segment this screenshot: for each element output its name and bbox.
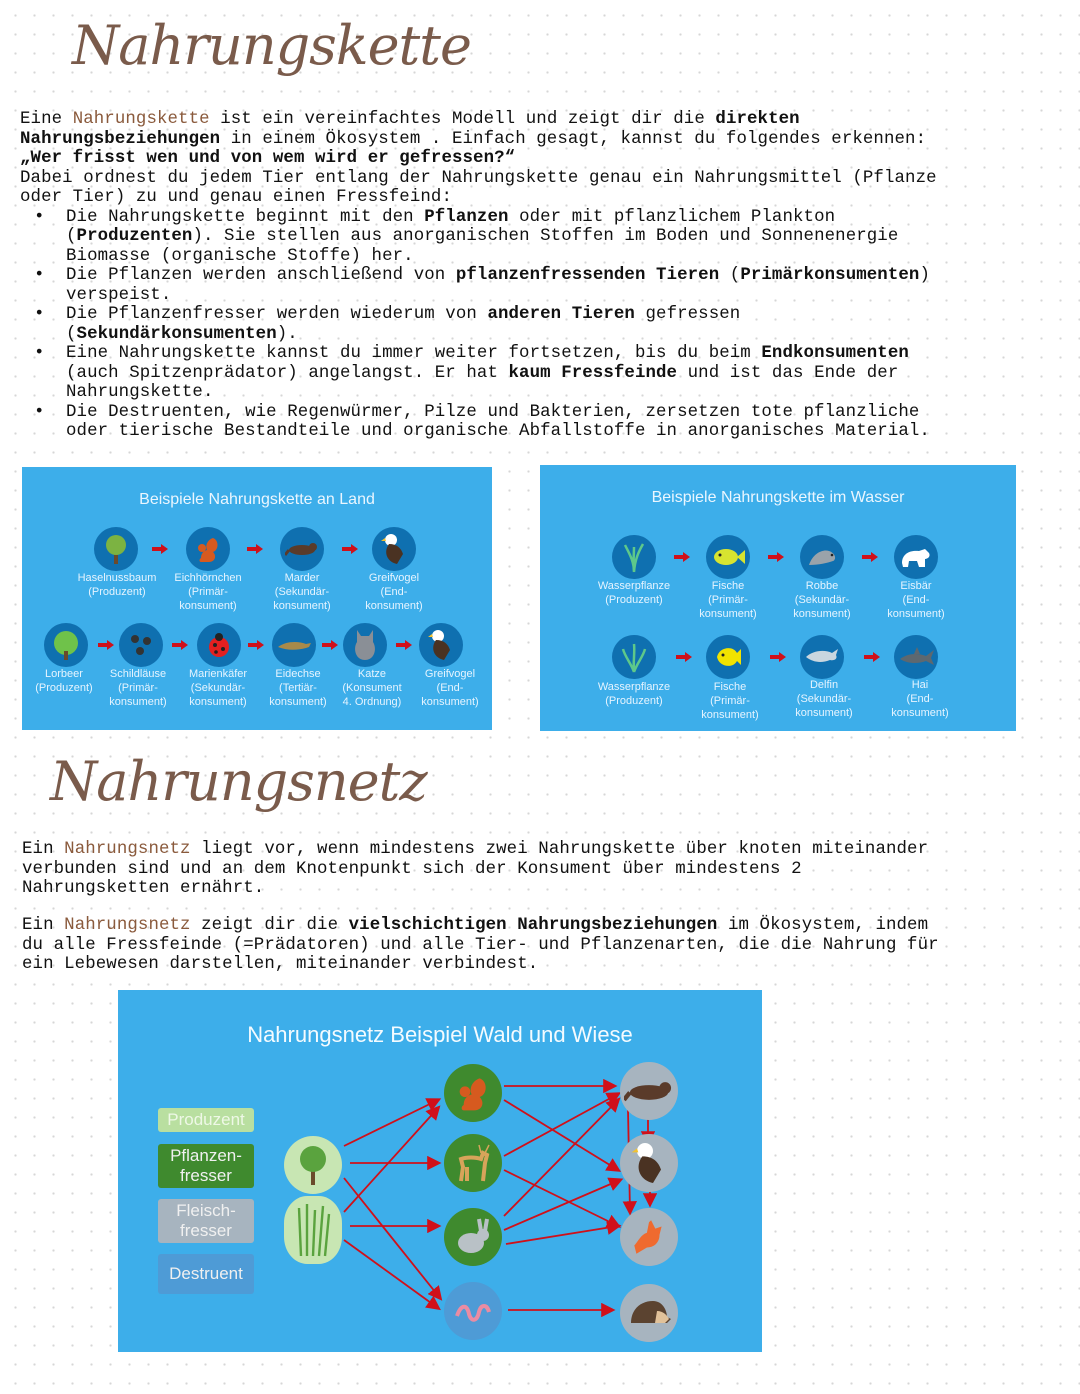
arrow-icon (770, 652, 786, 662)
label-laurel: Lorbeer (Produzent) (35, 668, 93, 694)
arrow-icon (247, 544, 263, 554)
highlight-term: Nahrungsnetz (64, 840, 191, 859)
bold-term: direkten (715, 110, 800, 129)
text: Dabei ordnest du jedem Tier entlang der Nahrungskette genau ein Nahrungsmittel (Pflanze (20, 168, 937, 188)
cat-icon (343, 623, 387, 667)
rabbit-icon (444, 1208, 502, 1266)
bullet-dot: • (34, 266, 45, 285)
grass-icon (284, 1196, 342, 1264)
food-web-panel (118, 990, 762, 1352)
label-squirrel: Eichhörnchen (Primär- konsument) (174, 572, 242, 612)
text: Nahrungsketten ernährt. (22, 879, 265, 898)
water-plant-icon (612, 635, 656, 679)
land-panel-title: Beispiele Nahrungskette an Land (139, 491, 375, 508)
text: liegt vor, wenn mindestens zwei Nahrungskette über knoten miteinander (190, 840, 929, 859)
label-ladybug: Marienkäfer (Sekundär- konsument) (188, 668, 248, 708)
text: ( (719, 266, 741, 285)
text: verbunden sind und an dem Knotenpunkt sich der Konsument über mindestens 2 (22, 859, 802, 879)
label-seal: Robbe (Sekundär- konsument) (793, 580, 851, 620)
text: oder tierische Bestandteile und organische Abfallstoffe in anorganisches Material. (66, 422, 930, 441)
text: ein Lebewesen darstellen, miteinander verbindest. (22, 955, 539, 974)
bold-term: kaum Fressfeinde (508, 363, 678, 383)
shark-icon (894, 635, 938, 679)
arrow-icon (98, 640, 114, 650)
bullet-item (20, 266, 1050, 305)
eagle-icon (372, 527, 416, 571)
label-bird-of-prey: Greifvogel (End- konsument) (421, 668, 479, 708)
eagle-icon (419, 623, 463, 667)
text: und ist das Ende der (677, 363, 899, 383)
text: Ein (22, 916, 65, 935)
arrow-icon (768, 552, 784, 562)
arrow-icon (862, 552, 878, 562)
label-lizard: Eidechse (Tertiär- konsument) (269, 668, 327, 708)
label-shark: Hai (End- konsument) (891, 679, 949, 719)
text: Eine Nahrungskette kannst du immer weiter fortsetzen, bis du beim (66, 344, 762, 363)
worm-icon (444, 1282, 502, 1340)
fish-icon (706, 535, 750, 579)
text: ( (66, 324, 77, 344)
text: ). Sie stellen aus anorganischen Stoffen im Boden und Sonnenenergie (192, 227, 899, 246)
laurel-icon (44, 623, 88, 667)
label-marten: Marder (Sekundär- konsument) (273, 572, 331, 612)
label-dolphin: Delfin (Sekundär- konsument) (795, 679, 853, 719)
deer-icon (444, 1134, 502, 1192)
squirrel-icon (186, 527, 230, 571)
land-food-chain-panel (22, 467, 492, 730)
label-water-plant: Wasserpflanze (Produzent) (597, 681, 671, 707)
water-plant-icon (612, 535, 656, 579)
text: verspeist. (66, 285, 172, 305)
text: gefressen (634, 305, 741, 324)
text: du alle Fressfeinde (=Prädatoren) und alle Tier- und Pflanzenarten, die die Nahrung für (22, 935, 939, 955)
text: Nahrungskette. (66, 383, 214, 402)
bold-term: pflanzenfressenden Tieren (455, 266, 720, 285)
text: Eine (20, 110, 73, 129)
bullet-dot: • (34, 344, 45, 363)
arrow-icon (342, 544, 358, 554)
label-fish: Fische (Primär- konsument) (699, 580, 757, 620)
text: in einem Ökosystem . Einfach gesagt, kannst du folgendes erkennen: (220, 129, 927, 149)
text: ). (276, 324, 298, 344)
intro-text (20, 110, 1050, 442)
text: im Ökosystem, indem (717, 916, 929, 935)
legend-decomposer: Destruent (158, 1254, 254, 1294)
fox-icon (620, 1208, 678, 1266)
arrow-icon (864, 652, 880, 662)
label-polar-bear: Eisbär (End- konsument) (887, 580, 945, 620)
hedgehog-icon (620, 1284, 678, 1342)
label-bird-of-prey: Greifvogel (End- konsument) (365, 572, 423, 612)
text: Die Destruenten, wie Regenwürmer, Pilze und Bakterien, zersetzen tote pflanzliche (66, 402, 920, 422)
legend-carnivore: Fleisch- fresser (158, 1199, 254, 1243)
water-food-chain-panel (540, 465, 1016, 731)
text: Die Nahrungskette beginnt mit den (66, 207, 425, 227)
text: ( (66, 227, 77, 246)
text: ist ein vereinfachtes Modell und zeigt dir die (209, 110, 716, 129)
legend-herbivore: Pflanzen- fresser (158, 1144, 254, 1188)
label-cat: Katze (Konsument 4. Ordnung) (342, 668, 402, 708)
netz-text-1 (22, 840, 1052, 899)
ladybug-icon (197, 623, 241, 667)
bold-term: Pflanzen (424, 207, 509, 227)
bold-term: vielschichtigen Nahrungsbeziehungen (348, 916, 718, 935)
bold-term: Nahrungsbeziehungen (20, 129, 221, 149)
highlight-term: Nahrungskette (72, 110, 210, 129)
bold-term: Endkonsumenten (761, 344, 909, 363)
legend-producer: Produzent (158, 1108, 254, 1132)
arrow-icon (322, 640, 338, 650)
text: (auch Spitzenprädator) angelangst. Er hat (66, 363, 509, 383)
bullet-item (20, 403, 1050, 442)
bullet-dot: • (34, 402, 45, 422)
water-panel-title: Beispiele Nahrungskette im Wasser (651, 489, 905, 506)
arrow-icon (396, 640, 412, 650)
bullet-item (20, 208, 1050, 267)
bold-term: Sekundärkonsumenten (76, 324, 277, 344)
text: Ein (22, 840, 65, 859)
text: ) (919, 266, 930, 285)
fish-icon (706, 635, 750, 679)
bullet-item (20, 344, 1050, 403)
text: oder Tier) zu und genau einen Fressfeind: (20, 188, 452, 207)
label-hazelnut-tree: Haselnussbaum (Produzent) (77, 572, 157, 598)
scale-insects-icon (119, 623, 163, 667)
tree-icon (284, 1136, 342, 1194)
bold-term: Produzenten (76, 227, 193, 246)
dolphin-icon (800, 635, 844, 679)
bold-term: anderen Tieren (487, 305, 635, 324)
label-water-plant: Wasserpflanze (Produzent) (597, 580, 671, 606)
text: Die Pflanzenfresser werden wiederum von (66, 305, 488, 324)
seal-icon (800, 535, 844, 579)
text: Die Pflanzen werden anschließend von (66, 266, 456, 285)
bold-question: „Wer frisst wen und von wem wird er gefressen?“ (20, 149, 516, 168)
text: oder mit pflanzlichem Plankton (508, 207, 836, 227)
text: zeigt dir die (190, 916, 349, 935)
bold-term: Primärkonsumenten (740, 266, 920, 285)
squirrel-icon (444, 1064, 502, 1122)
eagle-icon (620, 1134, 678, 1192)
label-scale-insects: Schildläuse (Primär- konsument) (109, 668, 167, 708)
hazelnut-tree-icon (94, 527, 138, 571)
bullet-item (20, 305, 1050, 344)
polar-bear-icon (894, 535, 938, 579)
arrow-icon (676, 652, 692, 662)
arrow-icon (674, 552, 690, 562)
arrow-icon (152, 544, 168, 554)
arrow-icon (248, 640, 264, 650)
arrow-icon (172, 640, 188, 650)
text: Biomasse (organische Stoffe) her. (66, 246, 414, 266)
marten-icon (280, 527, 324, 571)
bullet-dot: • (34, 207, 45, 227)
label-fish: Fische (Primär- konsument) (701, 681, 759, 721)
bullet-dot: • (34, 305, 45, 324)
food-web-title: Nahrungsnetz Beispiel Wald und Wiese (247, 1022, 633, 1047)
marten-icon (620, 1062, 678, 1120)
lizard-icon (272, 623, 316, 667)
netz-text-2 (22, 916, 1052, 975)
heading-nahrungskette: Nahrungskette (72, 14, 471, 77)
heading-nahrungsnetz: Nahrungsnetz (50, 750, 427, 813)
highlight-term: Nahrungsnetz (64, 916, 191, 935)
